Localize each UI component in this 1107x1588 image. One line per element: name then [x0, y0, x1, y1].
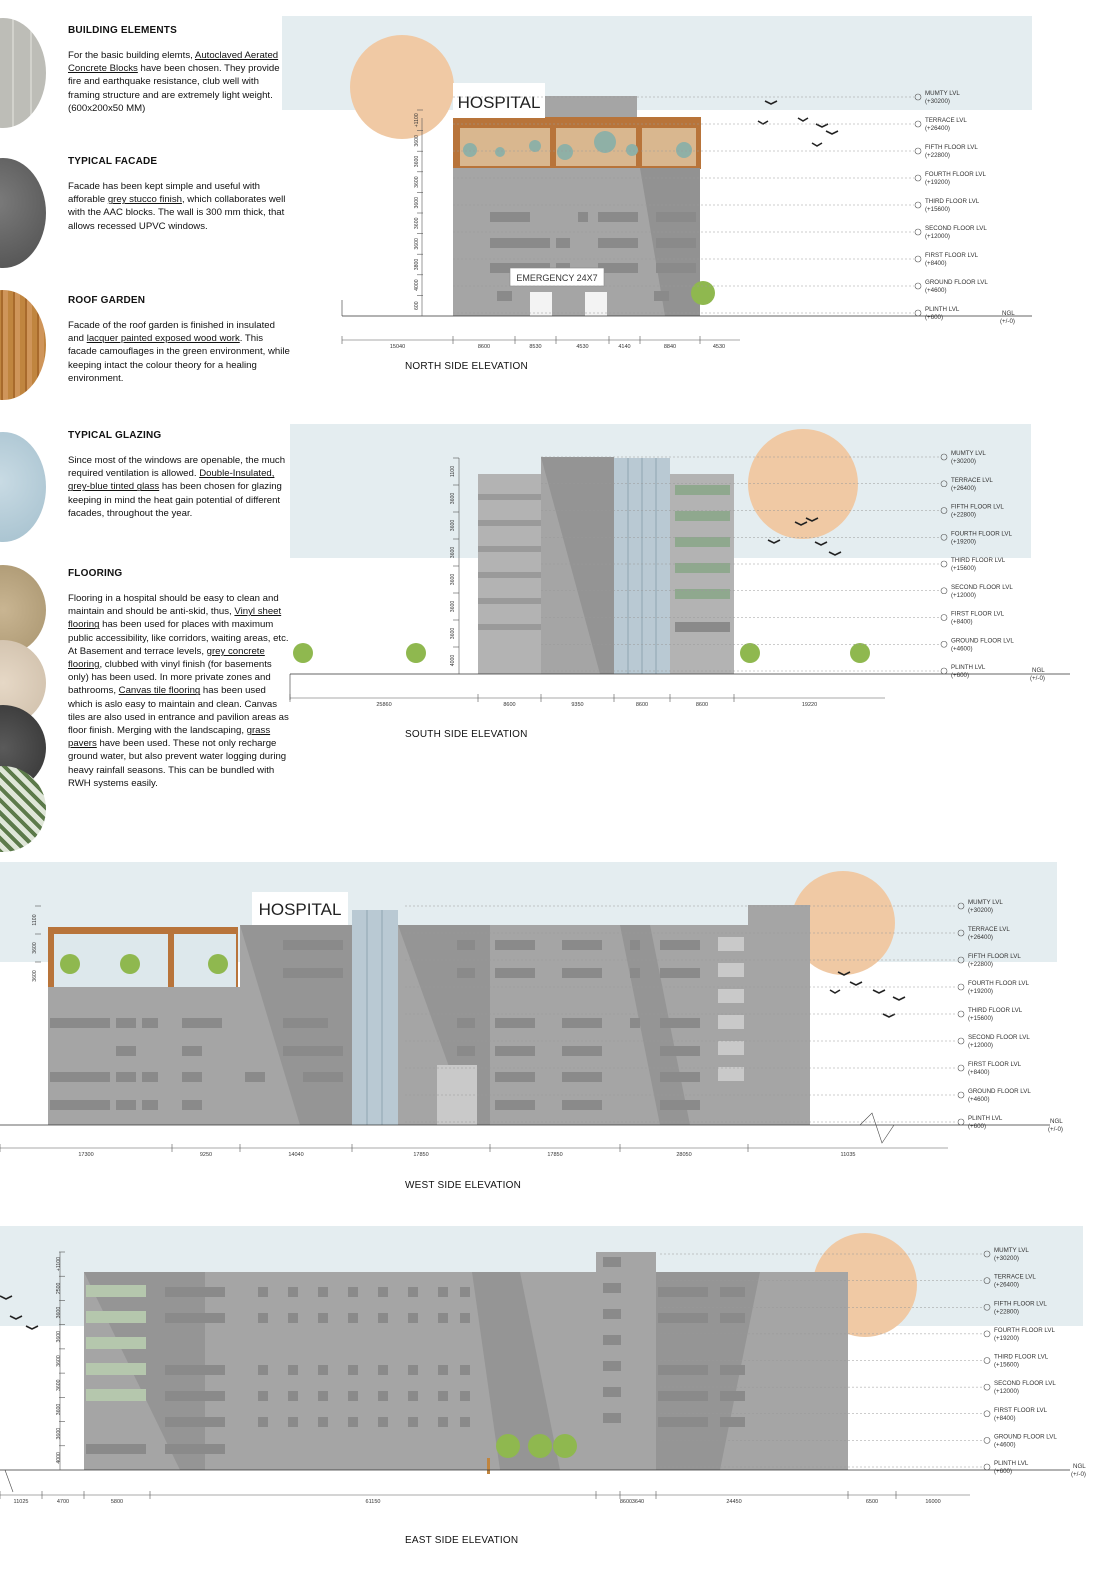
level-value: (+30200) [951, 458, 976, 465]
dimension-value: 5800 [110, 1499, 124, 1505]
dimension-value: 8600 [619, 1499, 633, 1505]
dimension-value: 8840 [663, 344, 677, 350]
height-value: 3600 [56, 1355, 62, 1367]
level-name: THIRD FLOOR LVL [925, 198, 980, 205]
level-name: SECOND FLOOR LVL [951, 583, 1013, 591]
level-name: FIRST FLOOR LVL [968, 1061, 1022, 1068]
level-value: (+12000) [968, 1042, 993, 1049]
north-elevation-caption: NORTH SIDE ELEVATION [405, 361, 528, 372]
level-name: MUMTY LVL [994, 1247, 1029, 1254]
hospital-sign-text: HOSPITAL [258, 900, 342, 919]
level-name: FIRST FLOOR LVL [951, 610, 1005, 618]
dimension-value: 14040 [288, 1152, 304, 1158]
level-name: MUMTY LVL [925, 90, 960, 97]
level-name: FIFTH FLOOR LVL [951, 503, 1004, 511]
east-elevation-caption: EAST SIDE ELEVATION [405, 1535, 519, 1546]
level-name: FIFTH FLOOR LVL [994, 1300, 1047, 1308]
body-text: has been used for places with maximum public accessibility, like corridors, waiting areas, etc. At Basement and terrace levels, [68, 619, 289, 657]
dimension-value: 16000 [925, 1499, 941, 1505]
level-value: (+8400) [968, 1069, 990, 1076]
level-name: TERRACE LVL [994, 1273, 1036, 1281]
section-title: TYPICAL FACADE [68, 156, 158, 167]
dimension-value: 61150 [365, 1499, 381, 1505]
dimension-value: 24450 [726, 1499, 742, 1505]
level-name: TERRACE LVL [968, 926, 1010, 933]
height-value: 4000 [56, 1452, 62, 1464]
height-value: 600 [414, 301, 420, 311]
west-elevation-caption: WEST SIDE ELEVATION [405, 1180, 522, 1191]
dimension-value: 3640 [631, 1499, 645, 1505]
level-name: PLINTH LVL [994, 1460, 1029, 1467]
level-value: (+12000) [994, 1388, 1019, 1396]
level-name: FIRST FLOOR LVL [994, 1406, 1048, 1414]
height-value: 1100 [450, 465, 456, 478]
level-value: (+22800) [925, 152, 950, 159]
dimension-value: 6500 [865, 1499, 879, 1505]
material-highlight: grey concrete flooring [68, 645, 265, 671]
level-name: FIFTH FLOOR LVL [925, 144, 978, 151]
level-name: SECOND FLOOR LVL [925, 225, 987, 232]
level-value: (+8400) [925, 260, 947, 267]
material-highlight: Autoclaved Aerated Concrete Blocks [68, 50, 279, 75]
trees [496, 1434, 577, 1458]
level-value: (+19200) [951, 538, 976, 546]
level-name: FOURTH FLOOR LVL [951, 530, 1012, 538]
dimension-value: 4140 [618, 344, 631, 350]
body-text: has been chosen for glazing keeping in mind the heat gain potential of different facades, throughout the year. [68, 481, 282, 519]
height-value: 3600 [414, 155, 420, 168]
height-value: 3600 [414, 196, 420, 209]
level-name: GROUND FLOOR LVL [925, 279, 988, 286]
dimension-value: 4530 [576, 344, 589, 350]
height-value: 3600 [414, 217, 420, 230]
level-value: (+19200) [925, 179, 950, 186]
ngl-value: (+/-0) [1000, 318, 1015, 325]
material-highlight: grey stucco finish [107, 194, 182, 206]
level-marker [984, 1331, 990, 1337]
level-value: (+12000) [951, 591, 976, 599]
level-name: GROUND FLOOR LVL [951, 637, 1014, 645]
dimension-value: 11035 [840, 1152, 856, 1158]
section-title: BUILDING ELEMENTS [68, 25, 177, 36]
ngl-label: NGL [1050, 1118, 1063, 1125]
level-name: TERRACE LVL [951, 476, 993, 484]
level-name: TERRACE LVL [925, 117, 967, 124]
level-name: FIFTH FLOOR LVL [968, 953, 1021, 960]
body-text: Since most of the windows are openable, the much required ventilation is allowed. [68, 455, 286, 480]
height-value: 3600 [450, 492, 456, 505]
level-name: PLINTH LVL [951, 664, 986, 671]
ngl-value: (+/-0) [1048, 1126, 1063, 1133]
material-highlight: Canvas tile flooring [118, 685, 201, 697]
level-value: (+30200) [925, 98, 950, 105]
emergency-sign: EMERGENCY 24X7 [516, 273, 598, 283]
body-text: , clubbed with vinyl finish (for basements only) has been used. In more private zones and bathrooms, [68, 659, 272, 697]
height-value: +1100 [56, 1257, 62, 1272]
dimension-value: 4700 [56, 1499, 70, 1505]
level-name: SECOND FLOOR LVL [994, 1380, 1056, 1388]
ngl-label: NGL [1032, 667, 1045, 674]
body-text: has been used which is aslo easy to maintain and clean. Canvas tiles are also used in entrance and pavilion areas as floor finish. Merging with the landscaping, [68, 685, 289, 737]
level-name: GROUND FLOOR LVL [994, 1433, 1057, 1441]
level-value: (+600) [968, 1123, 987, 1130]
material-highlight: lacquer painted exposed wood work [86, 333, 240, 345]
dimension-value: 17850 [413, 1152, 429, 1158]
level-value: (+4600) [994, 1441, 1016, 1449]
height-value: 3600 [414, 135, 420, 147]
dimension-value: 8600 [635, 702, 649, 708]
body-text: , which collaborates well with the AAC blocks. The wall is 300 mm thick, that allows recessed UPVC windows. [68, 194, 286, 232]
level-name: MUMTY LVL [968, 899, 1003, 906]
height-value: 3600 [450, 573, 456, 586]
level-value: (+15600) [994, 1361, 1019, 1369]
level-marker [984, 1464, 990, 1470]
height-value: 3600 [450, 546, 456, 559]
height-value: 3600 [56, 1379, 62, 1391]
height-value: 3600 [450, 627, 456, 640]
level-value: (+8400) [951, 618, 973, 626]
level-name: PLINTH LVL [925, 306, 960, 313]
dimension-value: 8600 [477, 344, 491, 350]
level-value: (+22800) [968, 961, 993, 968]
height-value: 4000 [450, 654, 456, 667]
level-name: GROUND FLOOR LVL [968, 1088, 1031, 1095]
height-value: 3800 [414, 258, 420, 271]
dimension-value: 25860 [376, 702, 392, 708]
level-value: (+4600) [968, 1096, 990, 1103]
section-title: ROOF GARDEN [68, 295, 146, 306]
dimension-value: 17300 [78, 1152, 94, 1158]
level-value: (+4600) [951, 645, 973, 653]
height-value: 1100 [32, 914, 38, 926]
level-marker [984, 1411, 990, 1417]
section-title: TYPICAL GLAZING [68, 430, 162, 441]
level-marker [984, 1384, 990, 1390]
level-value: (+15600) [951, 565, 976, 572]
section-title: FLOORING [68, 568, 123, 579]
height-value: 3600 [450, 519, 456, 532]
level-value: (+600) [951, 672, 970, 679]
south-elevation-caption: SOUTH SIDE ELEVATION [405, 729, 528, 740]
level-name: FOURTH FLOOR LVL [925, 171, 986, 178]
ngl-label: NGL [1073, 1463, 1086, 1470]
height-value: 3600 [32, 970, 38, 982]
level-value: (+19200) [968, 988, 993, 995]
level-value: (+30200) [994, 1255, 1019, 1262]
body-text: have been used. These not only recharge ground water, but also prevent water logging during heavy rainfall seasons. This can be bundled with RWH systems easily. [68, 738, 287, 789]
dimension-value: 9250 [199, 1152, 213, 1158]
dimension-value: 8530 [529, 344, 542, 350]
level-value: (+26400) [925, 125, 950, 132]
dimension-value: 17850 [547, 1152, 563, 1158]
dimension-value: 4530 [712, 344, 726, 350]
height-value: 3600 [56, 1427, 62, 1440]
level-value: (+22800) [994, 1308, 1019, 1316]
level-value: (+15600) [968, 1015, 993, 1022]
level-name: THIRD FLOOR LVL [968, 1007, 1023, 1014]
dimension-value: 11025 [13, 1499, 29, 1505]
dimension-value: 19220 [801, 702, 818, 708]
ngl-value: (+/-0) [1030, 675, 1045, 682]
body-text: For the basic building elemts, [68, 50, 195, 61]
level-marker [984, 1437, 990, 1443]
body-text: Flooring in a hospital should be easy to clean and maintain and should be anti-skid, thus, [68, 593, 279, 618]
height-value: 3600 [414, 238, 420, 250]
body-text: Facade has been kept simple and useful with afforable [68, 181, 260, 206]
body-text: . This facade camouflages in the green environment, while keeping intact the colour theory for a healing environment. [68, 333, 290, 384]
dimension-value: 8600 [695, 702, 709, 708]
level-value: (+19200) [994, 1334, 1019, 1342]
body-text: have been chosen. They provide fire and earthquake resistance, club well with framing structure and are extremely light weight. (600x200x50 MM) [68, 63, 280, 114]
level-name: PLINTH LVL [968, 1115, 1003, 1122]
material-highlight: Double-Insulated, grey-blue tinted glass [68, 468, 275, 493]
level-name: MUMTY LVL [951, 450, 986, 457]
level-name: SECOND FLOOR LVL [968, 1034, 1030, 1041]
level-value: (+26400) [968, 934, 993, 941]
level-name: FIRST FLOOR LVL [925, 252, 979, 259]
level-value: (+4600) [925, 287, 947, 294]
level-value: (+600) [925, 314, 944, 321]
height-value: 3600 [450, 600, 456, 613]
dimension-value: 8600 [503, 702, 516, 708]
level-marker [984, 1358, 990, 1364]
dimension-value: 9350 [571, 702, 584, 708]
level-value: (+26400) [994, 1281, 1019, 1289]
material-highlight: grass pavers [68, 725, 271, 750]
height-value: +1100 [414, 113, 420, 128]
height-value: 3600 [32, 942, 38, 954]
level-value: (+15600) [925, 206, 950, 213]
height-value: 4000 [414, 279, 420, 291]
ngl-value: (+/-0) [1071, 1471, 1086, 1478]
level-value: (+26400) [951, 484, 976, 492]
level-name: FOURTH FLOOR LVL [968, 980, 1029, 987]
level-name: FOURTH FLOOR LVL [994, 1326, 1055, 1334]
level-value: (+22800) [951, 511, 976, 519]
level-name: THIRD FLOOR LVL [951, 557, 1006, 564]
material-highlight: Vinyl sheet flooring [68, 606, 282, 631]
dimension-value: 15040 [389, 344, 406, 350]
ngl-label: NGL [1002, 310, 1015, 317]
height-value: 3600 [414, 176, 420, 188]
level-value: (+8400) [994, 1414, 1016, 1422]
height-value: 2500 [56, 1282, 62, 1295]
level-name: THIRD FLOOR LVL [994, 1353, 1049, 1361]
height-value: 3600 [56, 1306, 62, 1319]
height-value: 3600 [56, 1403, 62, 1416]
body-text: Facade of the roof garden is finished in insulated and [68, 320, 275, 345]
dimension-value: 28050 [676, 1152, 692, 1158]
level-value: (+12000) [925, 233, 950, 240]
level-value: (+30200) [968, 907, 993, 914]
height-value: 3600 [56, 1331, 62, 1343]
hospital-sign-text: HOSPITAL [457, 93, 541, 112]
level-value: (+600) [994, 1468, 1013, 1475]
